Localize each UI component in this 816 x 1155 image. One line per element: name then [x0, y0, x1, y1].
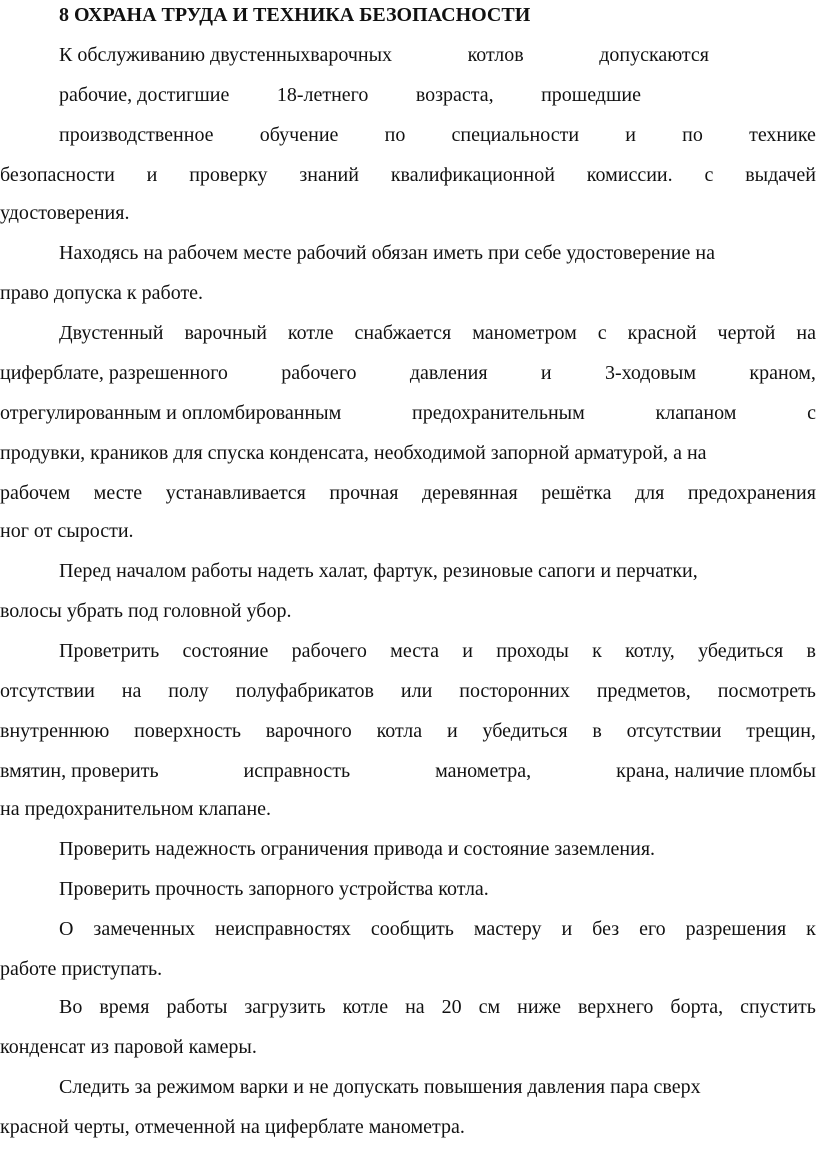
- text-word: котле: [342, 996, 389, 1018]
- text-word: и: [625, 124, 636, 146]
- text-word: варочный: [184, 322, 267, 344]
- text-word: Во: [59, 996, 83, 1018]
- text-word: в: [592, 720, 602, 742]
- text-word: поверхность: [134, 720, 241, 742]
- text-word: и: [446, 720, 458, 742]
- text-word: с: [807, 402, 816, 424]
- text-word: отрегулированным и опломбированным: [0, 402, 342, 424]
- text-line: Проверить надежность ограничения привода и состояние заземления.: [59, 838, 656, 860]
- text-word: трещин,: [746, 720, 816, 742]
- text-word: проверку: [189, 164, 268, 186]
- text-line: [0, 995, 816, 1019]
- text-word: технике: [749, 124, 816, 146]
- text-line: ног от сырости.: [0, 520, 134, 542]
- text-word: верхнего: [577, 996, 654, 1018]
- text-word: допускаются: [599, 44, 709, 66]
- text-word: котла: [376, 720, 423, 742]
- text-word: циферблате, разрешенного: [0, 362, 228, 384]
- text-word: на: [796, 322, 816, 344]
- text-word: загрузить: [244, 996, 326, 1018]
- text-word: предохранительным: [411, 402, 585, 424]
- text-line: красной черты, отмеченной на циферблате манометра.: [0, 1116, 465, 1138]
- text-line: право допуска к работе.: [0, 282, 204, 304]
- text-word: 3-ходовым: [604, 362, 696, 384]
- text-line: [0, 83, 641, 107]
- text-word: ниже: [517, 996, 561, 1018]
- text-word: убедиться: [698, 640, 784, 662]
- text-line: Проверить прочность запорного устройства котла.: [59, 878, 489, 900]
- text-word: комиссии.: [586, 164, 673, 186]
- text-word: рабочие, достигшие: [59, 84, 230, 106]
- text-word: обучение: [259, 124, 339, 146]
- text-line: [0, 123, 816, 147]
- text-word: полуфабрикатов: [235, 680, 374, 702]
- text-word: снабжается: [354, 322, 452, 344]
- text-word: манометром: [472, 322, 577, 344]
- text-word: прошедшие: [541, 84, 641, 106]
- text-word: неисправностях: [214, 918, 351, 940]
- text-word: посторонних: [459, 680, 570, 702]
- text-word: по: [384, 124, 406, 146]
- text-line: [0, 163, 816, 187]
- text-word: места: [390, 640, 439, 662]
- text-word: для: [634, 482, 665, 504]
- text-word: Двустенный: [59, 322, 164, 344]
- text-line: [0, 639, 816, 663]
- text-line: Перед началом работы надеть халат, фартук, резиновые сапоги и перчатки,: [59, 560, 698, 582]
- text-line: [0, 321, 816, 345]
- text-line: [0, 719, 816, 743]
- text-line: [0, 917, 816, 941]
- text-word: в: [806, 640, 816, 662]
- text-word: рабочего: [291, 640, 367, 662]
- text-word: время: [99, 996, 150, 1018]
- text-word: исправность: [243, 760, 351, 782]
- text-word: деревянная: [421, 482, 518, 504]
- text-word: по: [682, 124, 703, 146]
- text-word: мастеру: [473, 918, 542, 940]
- text-word: К обслуживанию двустенныхварочных: [59, 44, 393, 66]
- text-word: к: [592, 640, 602, 662]
- text-word: клапаном: [655, 402, 737, 424]
- text-word: спустить: [740, 996, 816, 1018]
- text-word: рабочем: [0, 482, 71, 504]
- text-word: его: [639, 918, 666, 940]
- text-word: котлу,: [625, 640, 675, 662]
- text-word: безопасности: [0, 164, 115, 186]
- text-word: производственное: [59, 124, 214, 146]
- text-word: внутреннюю: [0, 720, 110, 742]
- text-word: к: [806, 918, 816, 940]
- text-word: 18-летнего: [276, 84, 369, 106]
- text-word: котле: [287, 322, 334, 344]
- text-word: замеченных: [93, 918, 196, 940]
- text-word: краном,: [749, 362, 816, 384]
- text-line: [0, 361, 816, 385]
- text-word: на: [121, 680, 142, 702]
- text-word: специальности: [451, 124, 580, 146]
- text-word: знаний: [299, 164, 359, 186]
- text-word: возраста,: [415, 84, 494, 106]
- text-word: и: [146, 164, 158, 186]
- text-line: [0, 43, 709, 67]
- text-word: на: [405, 996, 425, 1018]
- text-word: отсутствии: [626, 720, 722, 742]
- text-line: Следить за режимом варки и не допускать повышения давления пара сверх: [59, 1076, 701, 1098]
- text-word: выдачей: [745, 164, 816, 186]
- text-word: убедиться: [482, 720, 568, 742]
- text-word: чертой: [717, 322, 776, 344]
- text-word: крана, наличие пломбы: [616, 760, 816, 782]
- text-word: давления: [409, 362, 488, 384]
- text-word: с: [704, 164, 714, 186]
- text-word: котлов: [467, 44, 524, 66]
- text-word: разрешения: [685, 918, 787, 940]
- text-line: [0, 481, 816, 505]
- text-word: прочная: [329, 482, 399, 504]
- text-word: О: [59, 918, 74, 940]
- text-word: работы: [166, 996, 228, 1018]
- text-word: с: [597, 322, 607, 344]
- text-line: [0, 759, 816, 783]
- text-line: [0, 679, 816, 703]
- text-word: или: [400, 680, 433, 702]
- text-word: предохранения: [687, 482, 816, 504]
- text-word: вмятин, проверить: [0, 760, 159, 782]
- text-word: борта,: [670, 996, 724, 1018]
- text-word: квалификационной: [390, 164, 555, 186]
- text-word: устанавливается: [165, 482, 306, 504]
- text-word: варочного: [265, 720, 352, 742]
- text-line: на предохранительном клапане.: [0, 798, 272, 820]
- text-word: отсутствии: [0, 680, 95, 702]
- text-line: [0, 401, 816, 425]
- text-word: состояние: [182, 640, 269, 662]
- text-word: манометра,: [435, 760, 532, 782]
- text-word: проходы: [496, 640, 569, 662]
- section-heading: 8 ОХРАНА ТРУДА И ТЕХНИКА БЕЗОПАСНОСТИ: [59, 4, 531, 26]
- text-word: и: [462, 640, 473, 662]
- text-word: Проветрить: [59, 640, 160, 662]
- text-line: Находясь на рабочем месте рабочий обязан иметь при себе удостоверение на: [59, 242, 715, 264]
- text-line: конденсат из паровой камеры.: [0, 1036, 257, 1058]
- text-word: см: [478, 996, 501, 1018]
- text-line: работе приступать.: [0, 958, 163, 980]
- text-word: 20: [441, 996, 462, 1018]
- text-word: месте: [93, 482, 143, 504]
- text-line: волосы убрать под головной убор.: [0, 600, 292, 622]
- text-word: сообщить: [370, 918, 454, 940]
- text-word: решётка: [541, 482, 612, 504]
- text-line: продувки, краников для спуска конденсата, необходимой запорной арматурой, а на: [0, 442, 707, 464]
- text-word: и: [561, 918, 573, 940]
- text-word: без: [592, 918, 620, 940]
- text-line: удостоверения.: [0, 202, 130, 224]
- text-word: рабочего: [281, 362, 357, 384]
- text-word: красной: [627, 322, 697, 344]
- text-word: полу: [168, 680, 209, 702]
- text-word: посмотреть: [717, 680, 816, 702]
- text-word: предметов,: [596, 680, 691, 702]
- text-word: и: [540, 362, 552, 384]
